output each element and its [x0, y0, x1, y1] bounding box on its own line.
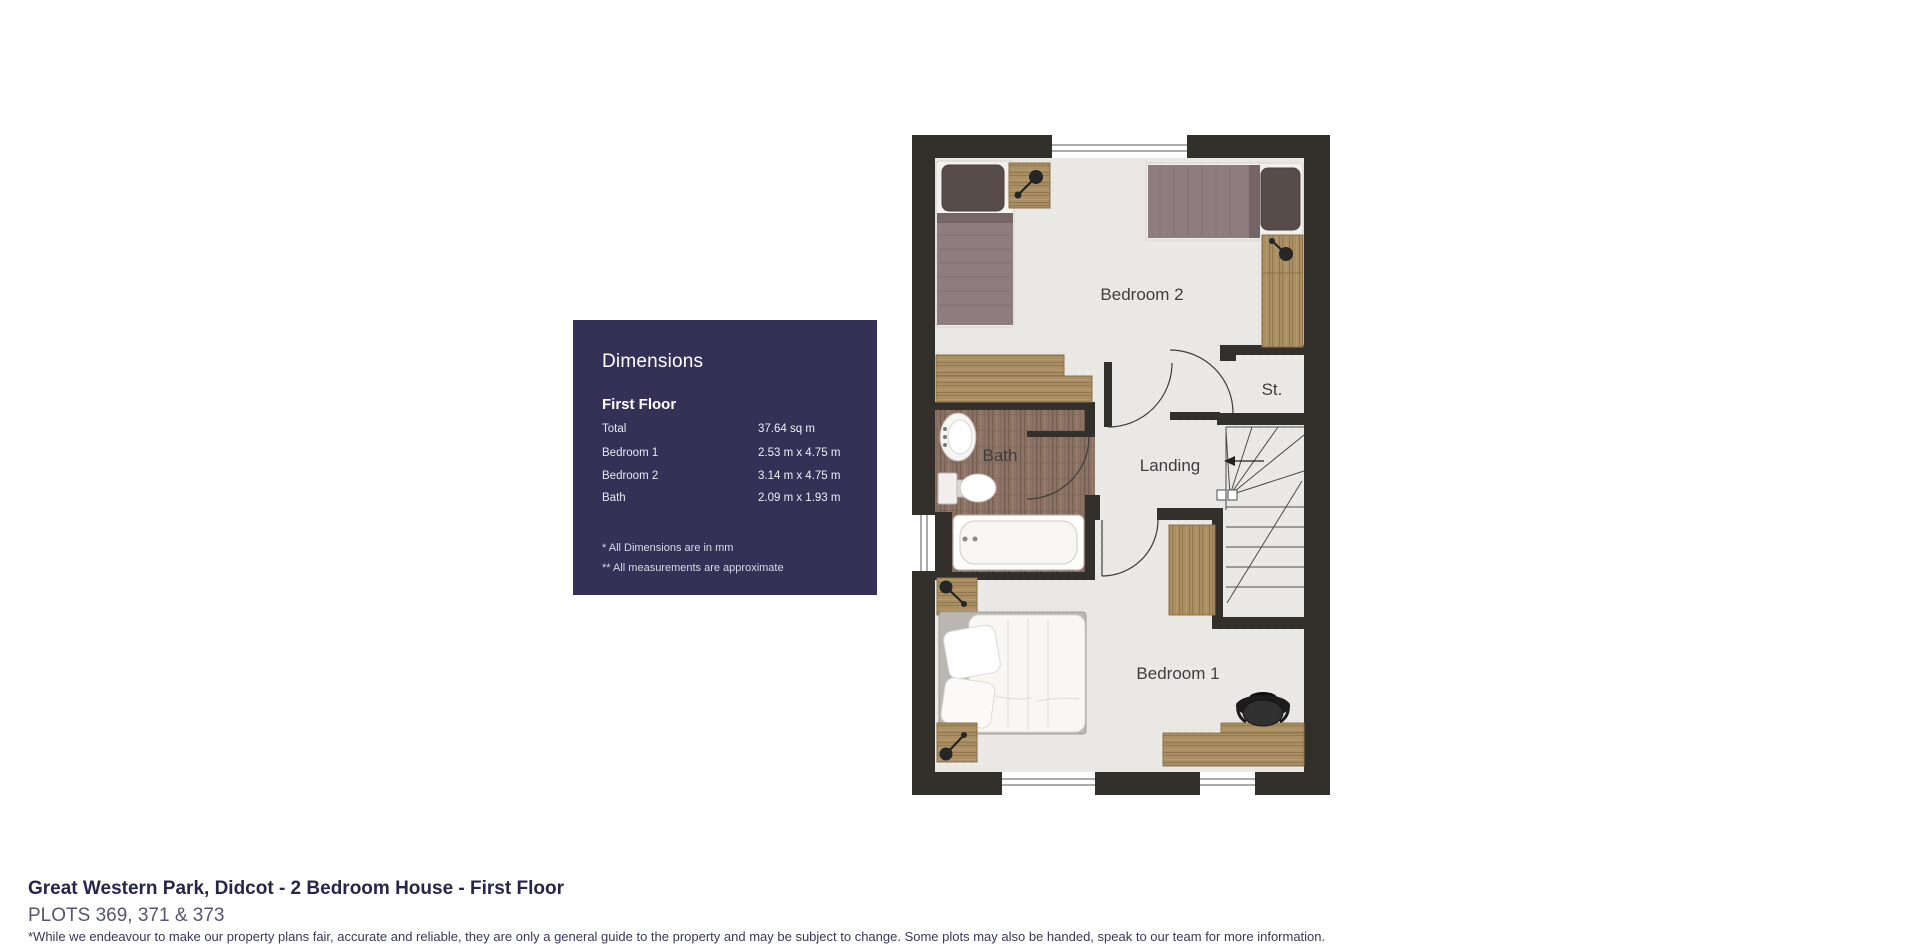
- lamp-icon: [1029, 170, 1043, 184]
- window-bottom-left: [1002, 772, 1095, 795]
- dimension-label: Bedroom 2: [602, 470, 659, 482]
- dimension-label: Bedroom 1: [602, 447, 659, 459]
- room-label-bath: Bath: [982, 446, 1018, 465]
- footnote-dimensions-mm: * All Dimensions are in mm: [602, 542, 734, 554]
- dimension-value: 2.53 m x 4.75 m: [758, 447, 841, 459]
- room-label-bedroom1: Bedroom 1: [1136, 664, 1220, 683]
- room-label-storage: St.: [1261, 380, 1283, 399]
- room-label-landing: Landing: [1139, 456, 1201, 475]
- bedside-table-bedroom1-top: [937, 578, 977, 615]
- lamp-icon: [940, 581, 953, 594]
- toilet: [938, 473, 996, 504]
- plots-subtitle: PLOTS 369, 371 & 373: [28, 905, 225, 926]
- single-bed-top-right: [1146, 163, 1303, 240]
- cabinet-landing: [1169, 525, 1215, 615]
- bedside-table-bedroom1-bottom: [937, 723, 977, 762]
- bath-door-leaf: [1027, 431, 1089, 437]
- dimension-row-bath: [602, 492, 852, 504]
- dimensions-panel: [573, 320, 877, 595]
- bathtub: [953, 515, 1084, 570]
- window-bottom-right: [1200, 772, 1255, 795]
- single-bed-left: [936, 161, 1014, 327]
- window-top: [1052, 135, 1187, 158]
- floor-plan: [912, 135, 1330, 795]
- disclaimer-text: *While we endeavour to make our property plans fair, accurate and reliable, they are only a general guide to the property and may be subject to change. Some plots may also be handed, speak to our team for more information.: [28, 929, 1326, 944]
- panel-title: Dimensions: [602, 351, 704, 372]
- dimension-value: 3.14 m x 4.75 m: [758, 470, 841, 482]
- dimension-row-bedroom2: [602, 470, 852, 482]
- dimension-value: 2.09 m x 1.93 m: [758, 492, 841, 504]
- double-bed-bedroom1: [939, 612, 1086, 734]
- dimension-row-bedroom1: [602, 447, 852, 459]
- dimension-label: Total: [602, 423, 627, 435]
- room-label-bedroom2: Bedroom 2: [1100, 285, 1184, 304]
- dimension-row-total: [602, 423, 852, 435]
- lamp-icon: [940, 748, 953, 761]
- window-left: [912, 515, 935, 571]
- panel-section-first-floor: First Floor: [602, 396, 677, 413]
- bedside-table-bedroom2: [1009, 163, 1050, 208]
- desk-bedroom2: [1262, 235, 1303, 347]
- sink: [940, 413, 976, 461]
- dimension-value: 37.64 sq m: [758, 423, 815, 435]
- page-title: Great Western Park, Didcot - 2 Bedroom House - First Floor: [28, 878, 564, 899]
- footnote-approximate: ** All measurements are approximate: [602, 562, 784, 574]
- dimension-label: Bath: [602, 492, 626, 504]
- lamp-icon: [1279, 247, 1293, 261]
